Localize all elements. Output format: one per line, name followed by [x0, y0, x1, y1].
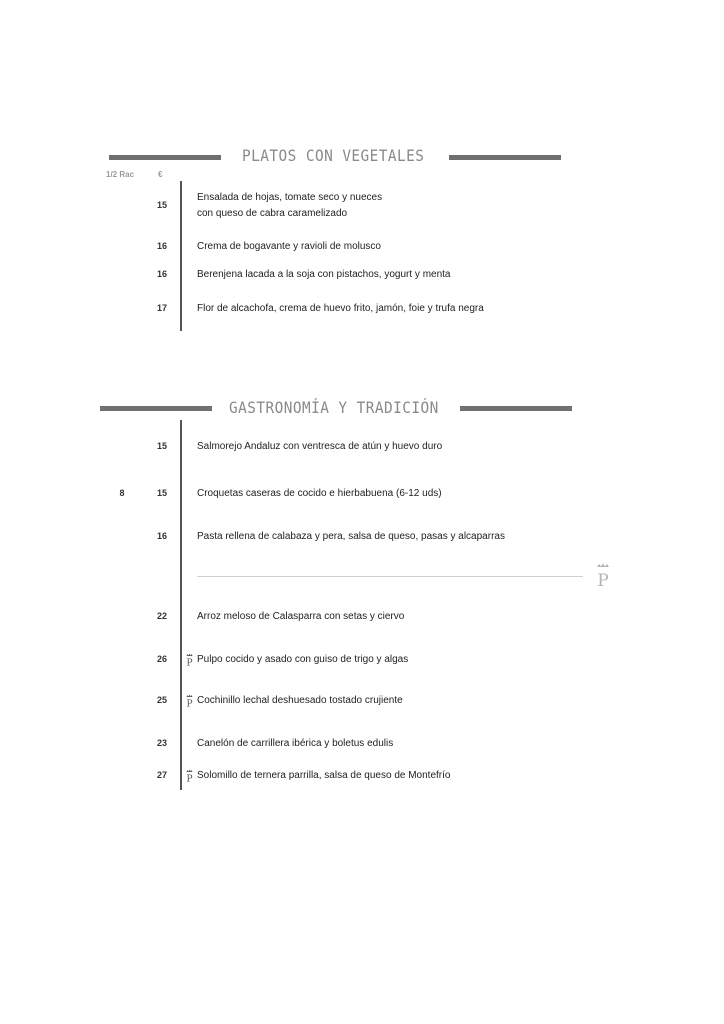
item-name: Arroz meloso de Calasparra con setas y ciervo: [197, 611, 405, 622]
item-name: Salmorejo Andaluz con ventresca de atún y huevo duro: [197, 441, 443, 452]
crowned-p-icon: [185, 694, 194, 709]
section1-left-rule: [109, 155, 221, 160]
item-price: 15: [156, 488, 167, 498]
item-name: Crema de bogavante y ravioli de molusco: [197, 241, 381, 252]
item-price: 15: [156, 441, 167, 451]
signature-divider-line: [197, 576, 583, 577]
item-price: 17: [156, 303, 167, 313]
item-half-price: 8: [119, 488, 125, 498]
column-price-header: €: [158, 170, 163, 179]
section1-right-rule: [449, 155, 561, 160]
item-price: 15: [156, 200, 167, 210]
item-name-continued: con queso de cabra caramelizado: [197, 208, 348, 219]
item-name: Flor de alcachofa, crema de huevo frito, jamón, foie y trufa negra: [197, 303, 484, 314]
item-price: 25: [156, 695, 167, 705]
item-name: Croquetas caseras de cocido e hierbabuena (6-12 uds): [197, 488, 442, 499]
section2-right-rule: [460, 406, 572, 411]
item-name: Cochinillo lechal deshuesado tostado crujiente: [197, 695, 403, 706]
section2-title: GASTRONOMÍA Y TRADICIÓN: [229, 398, 439, 417]
section1-column-divider: [180, 181, 182, 331]
crowned-p-icon: [185, 653, 194, 668]
item-price: 26: [156, 654, 167, 664]
item-price: 16: [156, 269, 167, 279]
crowned-p-logo-icon: [592, 562, 614, 592]
item-name: Pulpo cocido y asado con guiso de trigo y algas: [197, 654, 409, 665]
item-name: Ensalada de hojas, tomate seco y nueces: [197, 192, 383, 203]
column-half-portion-header: 1/2 Rac: [106, 170, 135, 179]
section2-column-divider: [180, 420, 182, 790]
item-price: 16: [156, 531, 167, 541]
section1-title: PLATOS CON VEGETALES: [242, 146, 425, 165]
svg-text:P: P: [186, 774, 193, 782]
item-name: Pasta rellena de calabaza y pera, salsa de queso, pasas y alcaparras: [197, 531, 505, 542]
item-name: Berenjena lacada a la soja con pistachos, yogurt y menta: [197, 269, 451, 280]
svg-text:P: P: [186, 699, 193, 707]
svg-text:P: P: [186, 658, 193, 666]
crowned-p-icon: [185, 769, 194, 784]
item-price: 27: [156, 770, 167, 780]
item-price: 16: [156, 241, 167, 251]
item-name: Solomillo de ternera parrilla, salsa de queso de Montefrío: [197, 770, 451, 781]
item-price: 22: [156, 611, 167, 621]
svg-text:P: P: [597, 571, 609, 588]
item-name: Canelón de carrillera ibérica y boletus edulis: [197, 738, 394, 749]
section2-left-rule: [100, 406, 212, 411]
item-price: 23: [156, 738, 167, 748]
